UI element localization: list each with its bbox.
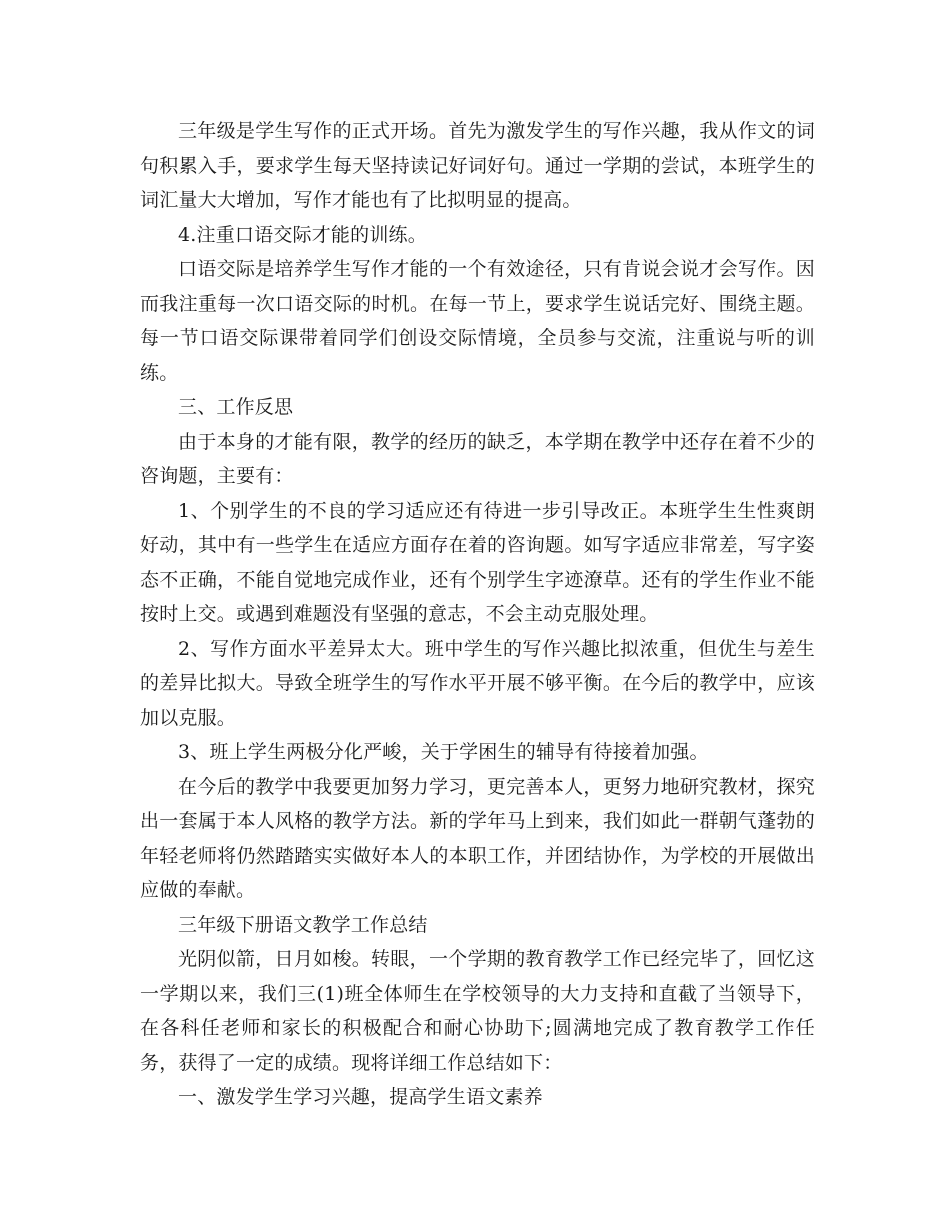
paragraph-issue-3: 3、班上学生两极分化严峻，关于学困生的辅导有待接着加强。 — [178, 741, 709, 763]
paragraph-issue-1: 1、个别学生的不良的学习适应还有待进一步引导改正。本班学生生性爽朗好动，其中有一些学生在适应方面存在着的咨询题。如写字适应非常差，写字姿态不正确，不能自觉地完成作业，还有个别学生字迹潦草。还有的学生作业不能按时上交。或遇到难题没有坚强的意志，不会主动克服处理。 — [140, 499, 815, 625]
paragraph-issue-2: 2、写作方面水平差异太大。班中学生的写作兴趣比拟浓重，但优生与差生的差异比拟大。导致全班学生的写作水平开展不够平衡。在今后的教学中，应该加以克服。 — [140, 637, 815, 729]
paragraph-writing-start: 三年级是学生写作的正式开场。首先为激发学生的写作兴趣，我从作文的词句积累入手，要求学生每天坚持读记好词好句。通过一学期的尝试，本班学生的词汇量大大增加，写作才能也有了比拟明显的提高。 — [140, 120, 815, 211]
heading-oral-communication: 4.注重口语交际才能的训练。 — [178, 223, 427, 246]
paragraph-future-plan: 在今后的教学中我要更加努力学习，更完善本人，更努力地研究教材，探究出一套属于本人风格的教学方法。新的学年马上到来，我们如此一群朝气蓬勃的年轻老师将仍然踏踏实实做好本人的本职工作，并团结协作，为学校的开展做出应做的奉献。 — [140, 775, 815, 901]
paragraph-summary-intro: 光阴似箭，日月如梭。转眼，一个学期的教育教学工作已经完毕了，回忆这一学期以来，我们三(1)班全体师生在学校领导的大力支持和直截了当领导下，在各科任老师和家长的积极配合和耐心协助下;圆满地完成了教育教学工作任务，获得了一定的成绩。现将详细工作总结如下： — [140, 948, 815, 1074]
heading-stimulate-interest: 一、激发学生学习兴趣，提高学生语文素养 — [178, 1086, 543, 1108]
section-title-summary: 三年级下册语文教学工作总结 — [178, 913, 428, 936]
paragraph-oral-communication: 口语交际是培养学生写作才能的一个有效途径，只有肯说会说才会写作。因而我注重每一次口语交际的时机。在每一节上，要求学生说话完好、围绕主题。每一节口语交际课带着同学们创设交际情境，全员参与交流，注重说与听的训练。 — [140, 258, 815, 384]
document-body — [140, 114, 815, 1115]
paragraph-reflection-intro: 由于本身的才能有限，教学的经历的缺乏，本学期在教学中还存在着不少的咨询题，主要有： — [140, 430, 815, 487]
heading-work-reflection: 三、工作反思 — [178, 396, 294, 418]
